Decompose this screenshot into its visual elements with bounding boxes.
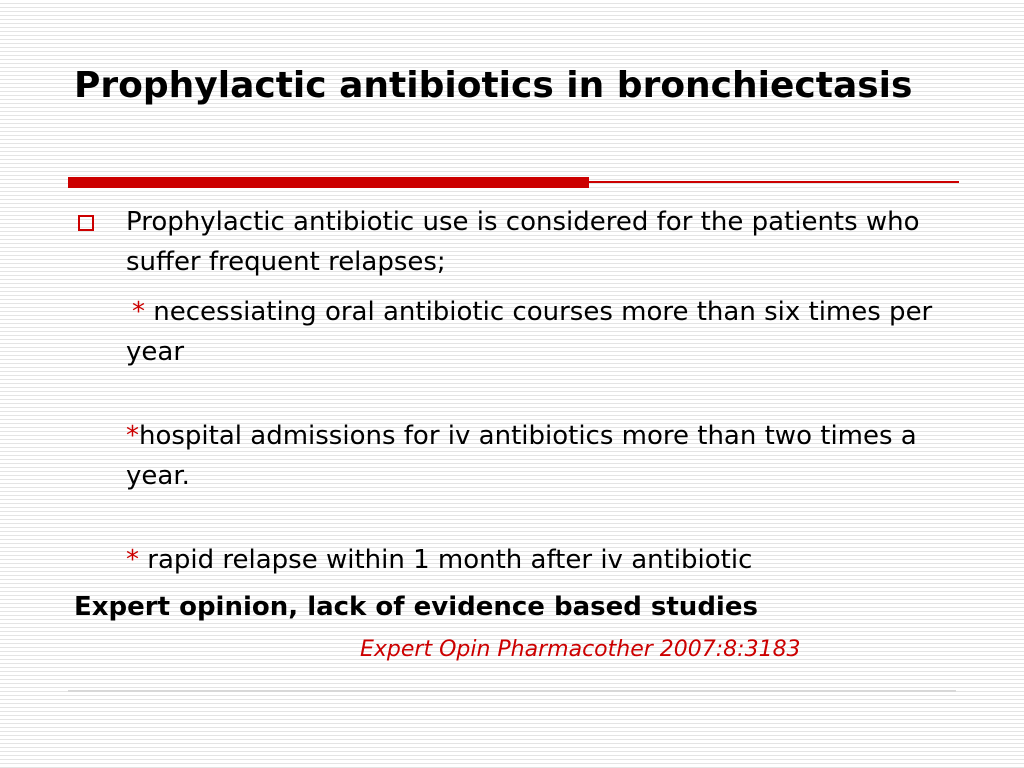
sub-item-text: necessiating oral antibiotic courses more than six times per year	[126, 297, 933, 367]
title-underline-thick	[68, 177, 589, 188]
sub-item-hospital-admissions	[126, 416, 956, 496]
slide-title: Prophylactic antibiotics in bronchiectasis	[74, 65, 913, 106]
hollow-square-bullet-icon	[78, 215, 94, 231]
sub-item-text: rapid relapse within 1 month after iv antibiotic	[139, 545, 753, 575]
sub-item-text: hospital admissions for iv antibiotics more than two times a year.	[126, 421, 917, 491]
bullet-text: Prophylactic antibiotic use is considered for the patients who suffer frequent relapses;	[126, 207, 920, 277]
asterisk-marker: *	[126, 421, 139, 451]
citation-reference: Expert Opin Pharmacother 2007:8:3183	[360, 637, 801, 662]
sub-item-rapid-relapse	[126, 540, 956, 580]
summary-statement: Expert opinion, lack of evidence based studies	[74, 592, 758, 622]
sub-item-oral-courses	[126, 292, 956, 372]
asterisk-marker: *	[132, 297, 145, 327]
footer-divider	[68, 690, 956, 692]
bullet-row	[74, 202, 954, 282]
asterisk-marker: *	[126, 545, 139, 575]
title-underline-thin	[589, 181, 959, 183]
main-bullet	[74, 202, 954, 282]
